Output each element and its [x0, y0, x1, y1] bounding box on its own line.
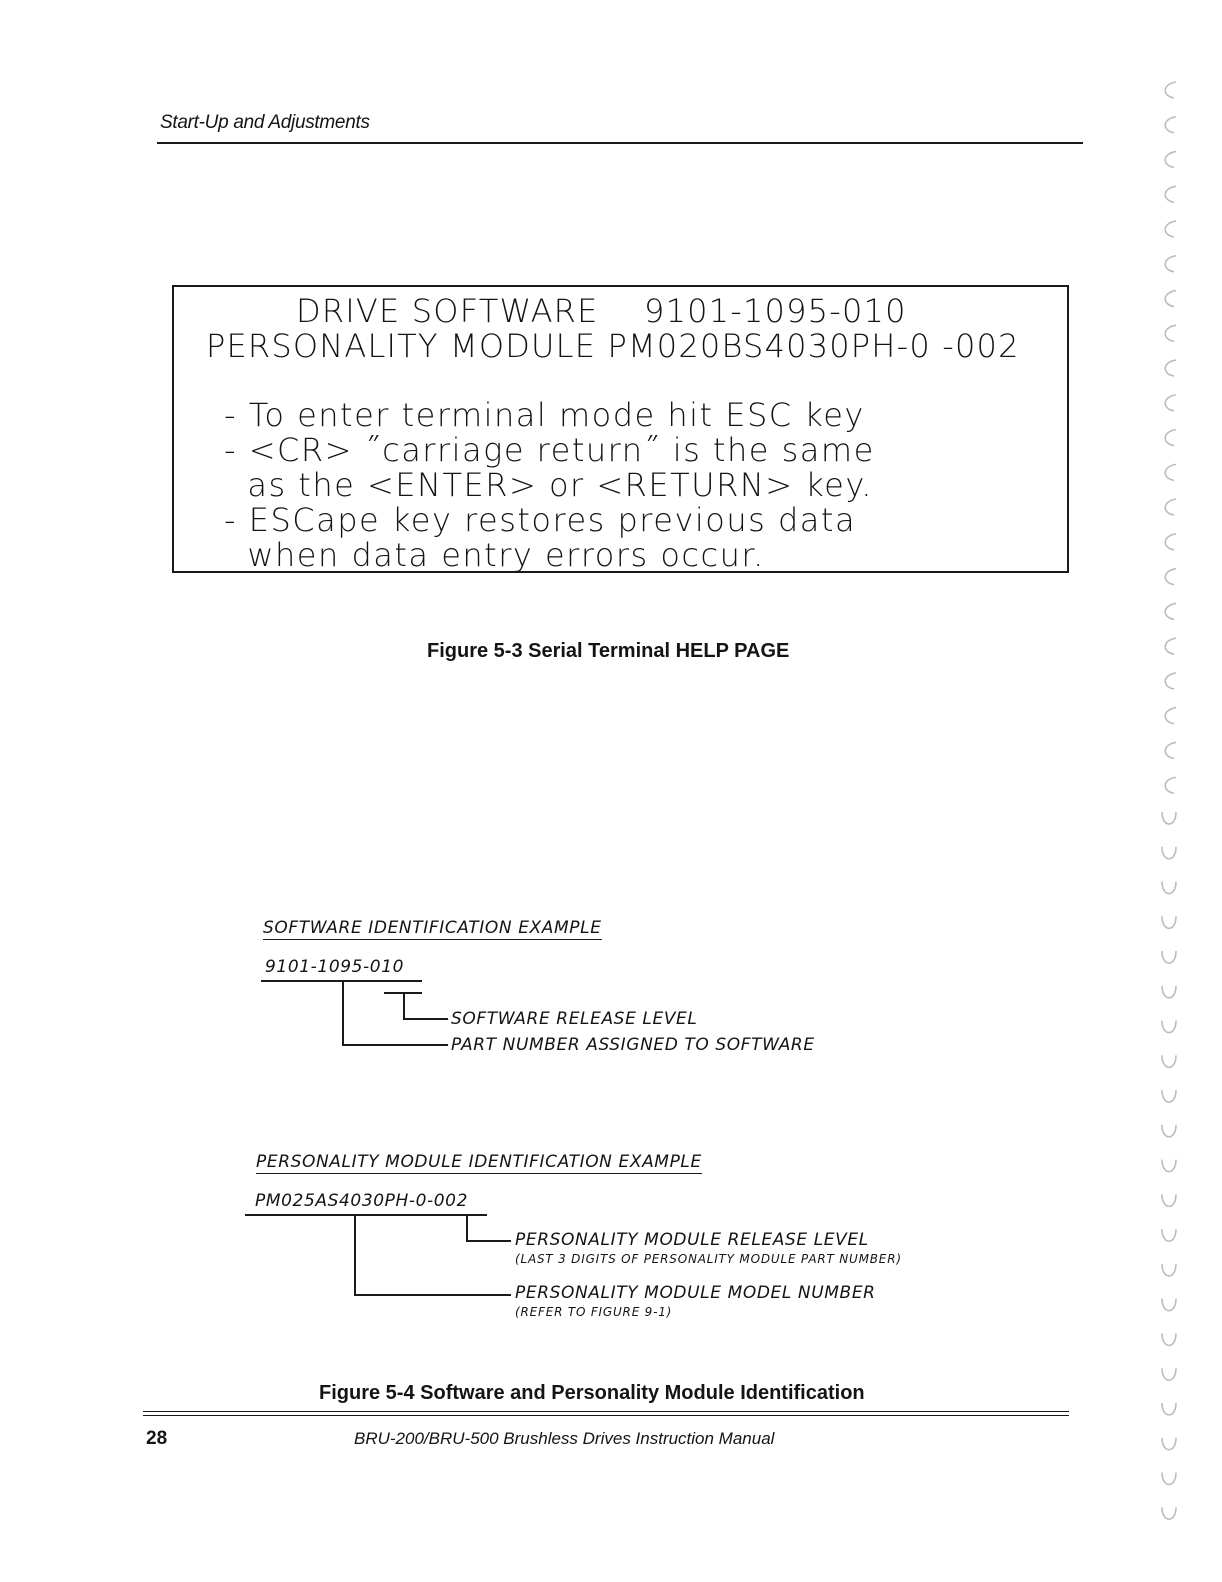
help-page-box — [172, 285, 1069, 573]
spiral-binding-hole-icon — [1162, 1125, 1176, 1137]
spiral-binding-hole-icon — [1162, 916, 1176, 928]
spiral-binding-hole-icon — [1162, 1194, 1176, 1206]
spiral-binding-hole-icon — [1165, 569, 1176, 585]
software-leader-part-number — [342, 1044, 448, 1046]
spiral-binding-hole-icon — [1165, 186, 1176, 202]
spiral-binding-hole-icon — [1162, 1264, 1176, 1276]
figure-5-3-caption: Figure 5-3 Serial Terminal HELP PAGE — [427, 640, 790, 662]
software-example-heading: SOFTWARE IDENTIFICATION EXAMPLE — [263, 918, 602, 938]
spiral-binding-hole-icon — [1165, 325, 1176, 341]
page-number: 28 — [146, 1428, 168, 1449]
header-rule — [157, 142, 1083, 144]
help-line-escape-key: - ESCape key restores previous data — [224, 501, 857, 539]
help-line-personality-module: PERSONALITY MODULE PM020BS4030PH-0 -002 — [206, 327, 1020, 365]
spiral-binding-hole-icon — [1162, 812, 1176, 824]
personality-example-heading: PERSONALITY MODULE IDENTIFICATION EXAMPLE — [256, 1152, 702, 1172]
spiral-binding-hole-icon — [1162, 882, 1176, 894]
personality-model-number-label: PERSONALITY MODULE MODEL NUMBER — [515, 1283, 876, 1303]
spiral-binding-hole-icon — [1165, 742, 1176, 758]
spiral-binding-hole-icon — [1162, 1160, 1176, 1172]
spiral-binding-hole-icon — [1162, 1333, 1176, 1345]
personality-leader-model-number — [354, 1294, 511, 1296]
help-line-terminal-mode: - To enter terminal mode hit ESC key — [224, 396, 865, 434]
spiral-binding-holes — [1148, 70, 1188, 1570]
spiral-binding-hole-icon — [1162, 1507, 1176, 1519]
personality-bracket-release-stem — [466, 1215, 468, 1241]
section-title: Start-Up and Adjustments — [160, 112, 370, 133]
software-bracket-left — [342, 981, 344, 1045]
software-release-level-label: SOFTWARE RELEASE LEVEL — [451, 1009, 698, 1029]
spiral-binding-hole-icon — [1165, 499, 1176, 515]
spiral-binding-hole-icon — [1162, 951, 1176, 963]
help-line-data-entry-errors: when data entry errors occur. — [224, 536, 765, 574]
spiral-binding-hole-icon — [1165, 708, 1176, 724]
spiral-binding-hole-icon — [1165, 534, 1176, 550]
spiral-binding-hole-icon — [1165, 256, 1176, 272]
personality-part-number-underline — [245, 1214, 487, 1216]
spiral-binding-hole-icon — [1162, 847, 1176, 859]
spiral-binding-hole-icon — [1165, 82, 1176, 98]
figure-5-4-caption: Figure 5-4 Software and Personality Module Identification — [319, 1382, 865, 1404]
spiral-binding-hole-icon — [1165, 603, 1176, 619]
spiral-binding-hole-icon — [1165, 152, 1176, 168]
personality-bracket-left — [354, 1215, 356, 1295]
personality-model-number-note: (REFER TO FIGURE 9-1) — [515, 1305, 673, 1319]
spiral-binding-hole-icon — [1165, 221, 1176, 237]
spiral-binding-hole-icon — [1162, 1438, 1176, 1450]
help-line-carriage-return: - <CR> ˝carriage return˝ is the same — [224, 431, 875, 469]
spiral-binding-hole-icon — [1165, 430, 1176, 446]
software-part-number-label: PART NUMBER ASSIGNED TO SOFTWARE — [451, 1035, 815, 1055]
spiral-binding-hole-icon — [1165, 464, 1176, 480]
spiral-binding-hole-icon — [1162, 1368, 1176, 1380]
spiral-binding-hole-icon — [1162, 1472, 1176, 1484]
spiral-binding-hole-icon — [1162, 1021, 1176, 1033]
spiral-binding-hole-icon — [1162, 1055, 1176, 1067]
spiral-binding-hole-icon — [1165, 360, 1176, 376]
spiral-binding-hole-icon — [1165, 673, 1176, 689]
help-line-enter-return: as the <ENTER> or <RETURN> key. — [224, 466, 873, 504]
spiral-binding-hole-icon — [1162, 986, 1176, 998]
spiral-binding-hole-icon — [1165, 777, 1176, 793]
software-bracket-release-stem — [403, 992, 405, 1019]
personality-part-number: PM025AS4030PH-0-002 — [255, 1191, 469, 1211]
personality-leader-release-level — [466, 1240, 511, 1242]
help-line-drive-software: DRIVE SOFTWARE 9101-1095-010 — [296, 292, 907, 330]
spiral-binding-hole-icon — [1165, 117, 1176, 133]
spiral-binding-hole-icon — [1165, 395, 1176, 411]
spiral-binding-hole-icon — [1165, 638, 1176, 654]
personality-release-level-label: PERSONALITY MODULE RELEASE LEVEL — [515, 1230, 869, 1250]
spiral-binding-hole-icon — [1162, 1403, 1176, 1415]
spiral-binding-hole-icon — [1162, 1229, 1176, 1241]
spiral-binding-hole-icon — [1162, 1090, 1176, 1102]
software-part-number: 9101-1095-010 — [265, 957, 405, 977]
footer-rule — [143, 1411, 1069, 1416]
manual-title: BRU-200/BRU-500 Brushless Drives Instruction Manual — [354, 1429, 775, 1448]
spiral-binding-hole-icon — [1165, 291, 1176, 307]
personality-release-level-note: (LAST 3 DIGITS OF PERSONALITY MODULE PART NUMBER) — [515, 1252, 902, 1266]
software-leader-release-level — [403, 1018, 448, 1020]
spiral-binding-hole-icon — [1162, 1299, 1176, 1311]
